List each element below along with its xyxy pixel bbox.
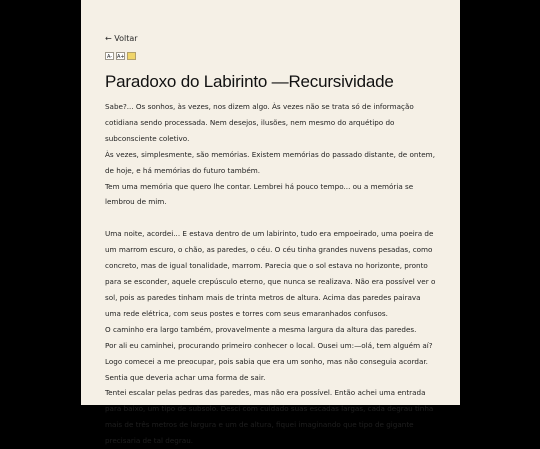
article-title: Paradoxo do Labirinto —Recursividade (105, 72, 394, 91)
paragraph: Tentei escalar pelas pedras das paredes, mas não era possível. Então achei uma entrada para baixo, um tipo de subsolo. Desci com cuidado suas escadas largas, cada degrau tinha mais de três metros de largura e um de altura, fiquei imaginando que tipo de gigante precisaria de tal degrau. (105, 388, 434, 446)
article-body (105, 99, 436, 449)
paragraph: O caminho era largo também, provavelmente a mesma largura da altura das paredes. (105, 324, 417, 334)
paragraph: Uma noite, acordei... E estava dentro de um labirinto, tudo era empoeirado, uma poeira de um marrom escuro, o chão, as paredes, o céu. O céu tinha grandes nuvens pesadas, como concreto, mas de igual tonalidade, marrom. Parecia que o sol estava no horizonte, pronto para se esconder, aquele crepúsculo eterno, que nunca se realizava. Não era possível ver o sol, pois as paredes tinham mais de trinta metros de altura. Acima das paredes pairava uma rede elétrica, com seus postes e torres com seus emaranhados confusos. (105, 229, 436, 318)
paragraph-spacer (105, 210, 436, 226)
back-link[interactable]: ← Voltar (105, 34, 138, 43)
paragraph: Às vezes, simplesmente, são memórias. Existem memórias do passado distante, de ontem, de hoje, e há memórias do futuro também. (105, 149, 435, 175)
font-increase-button[interactable]: A+ (117, 54, 125, 60)
reader-controls (105, 51, 436, 61)
paragraph: Por ali eu caminhei, procurando primeiro conhecer o local. Ousei um:—olá, tem alguém aí? (105, 340, 433, 350)
font-decrease-button[interactable]: A- (106, 54, 113, 60)
reader-page (81, 0, 460, 446)
paragraph: Logo comecei a me preocupar, pois sabia que era um sonho, mas não conseguia acordar. Sentia que deveria achar uma forma de sair. (105, 356, 428, 382)
theme-toggle-icon[interactable] (127, 52, 136, 60)
paragraph: Tem uma memória que quero lhe contar. Lembrei há pouco tempo... ou a memória se lembrou de mim. (105, 181, 414, 207)
paragraph: Sabe?... Os sonhos, às vezes, nos dizem algo. Às vezes não se trata só de informação cotidiana sendo processada. Nem desejos, ilusões, nem mesmo do arquétipo do subconsciente coletivo. (105, 102, 414, 143)
